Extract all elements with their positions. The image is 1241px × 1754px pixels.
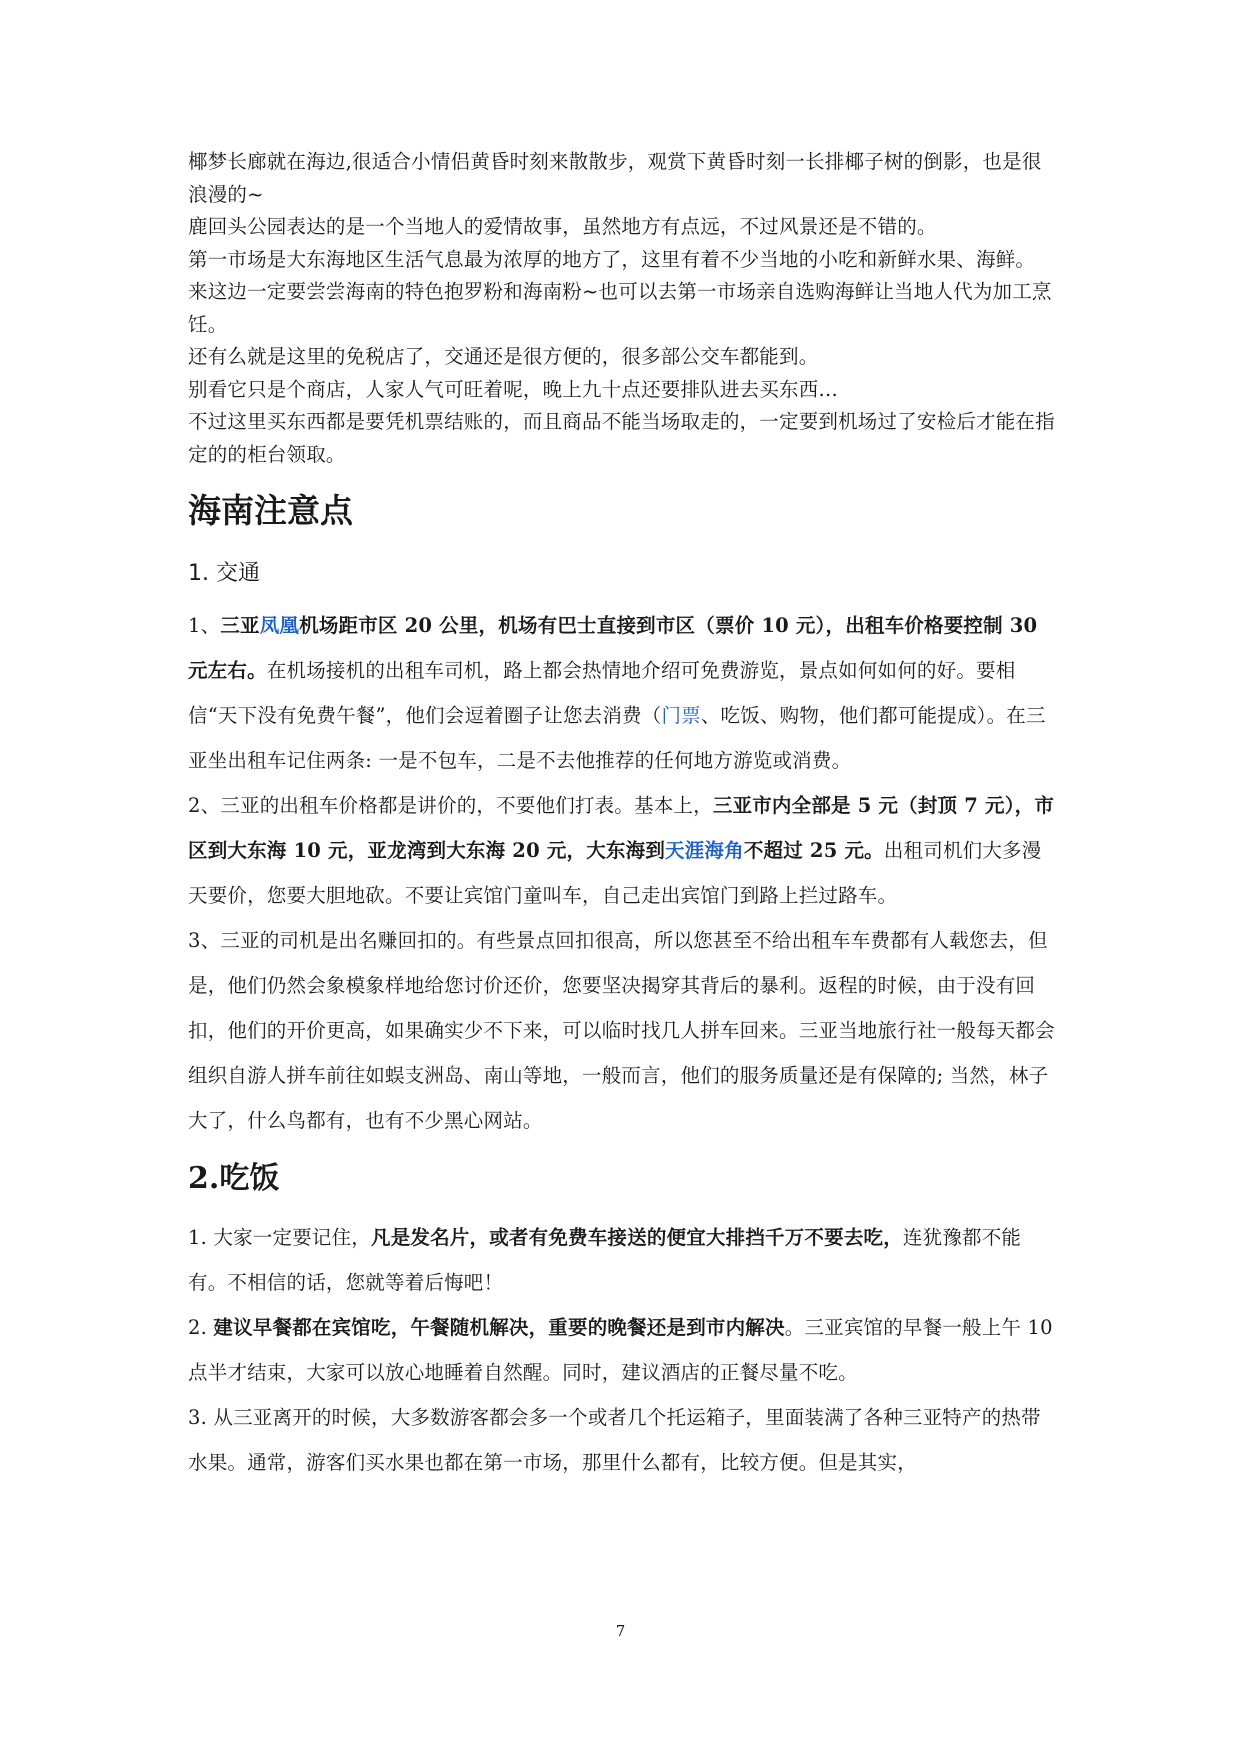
bold-run: 三亚市内全部是 5 元（封顶 7 元），市区到大东海 10 元，亚龙湾到大东海 20 元，大东海到 — [188, 794, 1055, 862]
link-tianyahaijiao[interactable]: 天涯海角 — [665, 839, 744, 862]
dining-section — [188, 1215, 1056, 1485]
bold-run: 三亚 — [220, 614, 260, 637]
transport-paragraph-3: 3、三亚的司机是出名赚回扣的。有些景点回扣很高，所以您甚至不给出租车车费都有人载您去，但是，他们仍然会象模象样地给您讨价还价，您要坚决揭穿其背后的暴利。返程的时候，由于没有回扣，他们的开价更高，如果确实少不下来，可以临时找几人拼车回来。三亚当地旅行社一般每天都会组织自游人拼车前往如蜈支洲岛、南山等地，一般而言，他们的服务质量还是有保障的; 当然，林子大了，什么鸟都有，也有不少黑心网站。 — [188, 929, 1055, 1132]
bold-run: 机场距市区 20 公里，机场有巴士直接到市区（票价 10 元），出租车价格要控制 30 元左右。 — [188, 614, 1038, 682]
bold-run: 不超过 25 元。 — [743, 839, 884, 862]
text-run: 2. — [188, 1316, 214, 1339]
intro-line: 第一市场是大东海地区生活气息最为浓厚的地方了，这里有着不少当地的小吃和新鲜水果、海鲜。 — [188, 247, 1036, 271]
intro-line: 来这边一定要尝尝海南的特色抱罗粉和海南粉~也可以去第一市场亲自选购海鲜让当地人代为加工烹饪。 — [188, 280, 1052, 336]
transport-paragraph-1 — [188, 603, 1056, 783]
text-run: 2、三亚的出租车价格都是讲价的，不要他们打表。基本上， — [188, 794, 713, 817]
intro-line: 别看它只是个商店，人家人气可旺着呢，晚上九十点还要排队进去买东西… — [188, 377, 839, 401]
text-run: 、吃饭、购物，他们都可能提成）。在三亚坐出租车记住两条: 一是不包车，二是不去他推荐的任何地方游览或消费。 — [188, 704, 1046, 772]
text-run: 连犹豫都不能有。不相信的话，您就等着后悔吧！ — [188, 1226, 1022, 1294]
subsection-title-dining: 2.吃饭 — [188, 1161, 280, 1196]
transport-paragraph-2 — [188, 783, 1056, 918]
bold-run: 建议早餐都在宾馆吃，午餐随机解决，重要的晚餐还是到市内解决 — [213, 1316, 785, 1339]
intro-paragraphs — [188, 146, 1056, 471]
subsection-title-transport: 1. 交通 — [188, 561, 260, 586]
document-page — [188, 146, 1056, 1485]
link-menpiao[interactable]: 门票 — [661, 704, 701, 727]
intro-line: 还有么就是这里的免税店了，交通还是很方便的，很多部公交车都能到。 — [188, 345, 819, 368]
transport-section — [188, 603, 1056, 1143]
intro-line: 鹿回头公园表达的是一个当地人的爱情故事，虽然地方有点远，不过风景还是不错的。 — [188, 215, 937, 238]
intro-line: 不过这里买东西都是要凭机票结账的，而且商品不能当场取走的，一定要到机场过了安检后才能在指定的的柜台领取。 — [188, 410, 1055, 466]
dining-paragraph-2 — [188, 1305, 1056, 1395]
dining-paragraph-1 — [188, 1215, 1056, 1305]
bold-run: 凡是发名片，或者有免费车接送的便宜大排挡千万不要去吃， — [371, 1226, 903, 1249]
intro-line: 椰梦长廊就在海边,很适合小情侣黄昏时刻来散散步，观赏下黄昏时刻一长排椰子树的倒影，也是很浪漫的~ — [188, 150, 1042, 206]
page-number: 7 — [615, 1622, 626, 1640]
section-heading: 海南注意点 — [188, 491, 353, 530]
dining-paragraph-3: 3. 从三亚离开的时候，大多数游客都会多一个或者几个托运箱子，里面装满了各种三亚特产的热带水果。通常，游客们买水果也都在第一市场，那里什么都有，比较方便。但是其实， — [188, 1406, 1041, 1474]
text-run: 出租司机们大多漫天要价，您要大胆地砍。不要让宾馆门童叫车，自己走出宾馆门到路上拦过路车。 — [188, 839, 1042, 907]
text-run: 1、 — [188, 614, 221, 637]
text-run: 。三亚宾馆的早餐一般上午 10 点半才结束，大家可以放心地睡着自然醒。同时，建议酒店的正餐尽量不吃。 — [188, 1316, 1053, 1384]
text-run: 1. 大家一定要记住， — [188, 1226, 372, 1249]
text-run: 在机场接机的出租车司机，路上都会热情地介绍可免费游览，景点如何如何的好。要相信“天下没有免费午餐”，他们会逗着圈子让您去消费（ — [188, 659, 1016, 727]
link-fenghuang[interactable]: 凤凰 — [259, 614, 300, 637]
